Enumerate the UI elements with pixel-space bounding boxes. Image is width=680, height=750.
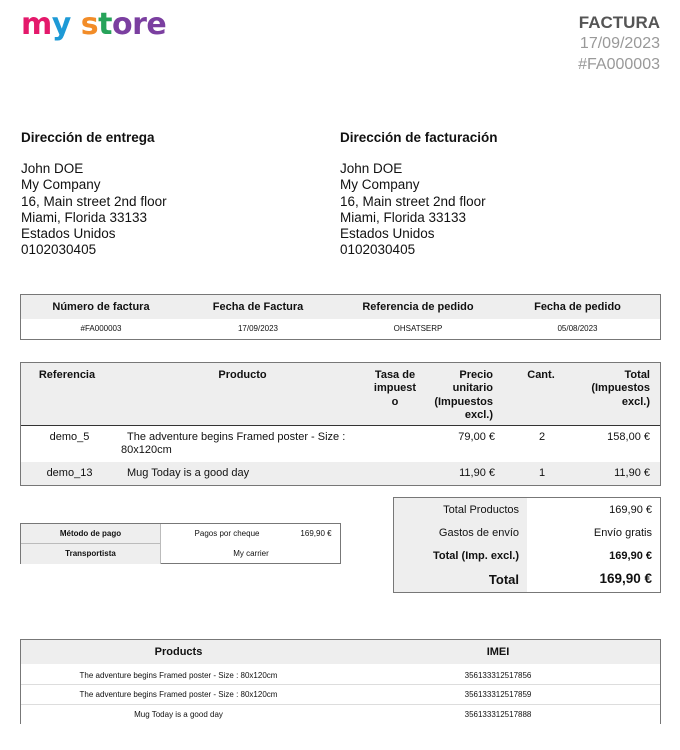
billing-heading: Dirección de facturación [340, 130, 498, 145]
cell-imei: 356133312517859 [464, 690, 532, 699]
delivery-line: My Company [21, 177, 101, 193]
column-header-product: Producto [218, 369, 267, 381]
invoice-summary-table [20, 294, 661, 340]
billing-line: 16, Main street 2nd floor [340, 193, 486, 209]
cell-qty: 1 [538, 467, 546, 479]
column-header: Referencia de pedido [362, 301, 474, 313]
column-header-unit-price: Precio unitario (Impuestos excl.) [434, 369, 493, 422]
grand-total-label: Total [488, 572, 519, 587]
cell-product: Mug Today is a good day [127, 467, 250, 479]
cell-product: The adventure begins Framed poster - Size : 80x120cm [79, 671, 278, 680]
invoice-number: #FA000003 [578, 56, 660, 73]
invoice-header [578, 13, 660, 75]
store-logo: my store [21, 7, 167, 42]
carrier-value: My carrier [233, 549, 269, 558]
column-header: Fecha de pedido [534, 301, 621, 313]
billing-line: Miami, Florida 33133 [340, 209, 467, 225]
cell-reference: demo_13 [46, 467, 93, 479]
column-header: Número de factura [52, 301, 150, 313]
cell-product: The adventure begins Framed poster - Size : [127, 431, 346, 443]
cell-unit-price: 79,00 € [458, 431, 495, 443]
carrier-label: Transportista [21, 544, 161, 564]
totals-table [393, 497, 661, 593]
column-header-qty: Cant. [527, 369, 555, 381]
billing-line: John DOE [340, 161, 403, 176]
imei-table [20, 639, 661, 724]
cell-imei: 356133312517888 [464, 710, 532, 719]
delivery-heading: Dirección de entrega [21, 130, 155, 145]
delivery-address [21, 130, 301, 259]
delivery-line: 16, Main street 2nd floor [21, 193, 167, 209]
billing-address [340, 130, 620, 259]
table-cell: 05/08/2023 [557, 324, 598, 333]
column-header-imei: IMEI [486, 646, 510, 658]
delivery-line: Miami, Florida 33133 [21, 209, 148, 225]
cell-unit-price: 11,90 € [459, 467, 495, 479]
table-cell: OHSATSERP [393, 324, 443, 333]
cell-reference: demo_5 [49, 431, 90, 443]
cell-total: 158,00 € [607, 431, 650, 443]
table-cell: 17/09/2023 [237, 324, 279, 333]
total-excl-value: 169,90 € [609, 550, 652, 562]
invoice-date: 17/09/2023 [579, 35, 660, 52]
products-table [20, 362, 661, 486]
cell-product: The adventure begins Framed poster - Size : 80x120cm [79, 690, 278, 699]
column-header-tax: Tasa de impuest o [373, 369, 417, 408]
column-header: Fecha de Factura [212, 301, 304, 313]
cell-qty: 2 [538, 431, 546, 443]
cell-total: 11,90 € [614, 467, 650, 479]
total-excl-label: Total (Imp. excl.) [433, 550, 519, 562]
delivery-line: Estados Unidos [21, 226, 116, 242]
column-header-products: Products [154, 646, 203, 658]
payment-table [20, 523, 341, 564]
billing-line: My Company [340, 177, 420, 193]
payment-amount: 169,90 € [300, 529, 332, 538]
billing-line: 0102030405 [340, 242, 416, 258]
payment-method-label: Método de pago [21, 524, 161, 544]
total-products-value: 169,90 € [609, 504, 652, 516]
table-cell: #FA000003 [80, 324, 122, 333]
shipping-label: Gastos de envío [438, 527, 519, 539]
column-header-reference: Referencia [38, 369, 96, 381]
billing-line: Estados Unidos [340, 226, 435, 242]
delivery-line: 0102030405 [21, 242, 97, 258]
delivery-line: John DOE [21, 161, 84, 176]
cell-imei: 356133312517856 [464, 671, 532, 680]
shipping-value: Envío gratis [593, 527, 652, 539]
invoice-title: FACTURA [578, 13, 660, 32]
payment-method-value: Pagos por cheque [194, 529, 260, 538]
grand-total-value: 169,90 € [599, 571, 652, 586]
column-header-total: Total (Impuestos excl.) [591, 369, 650, 408]
cell-product: 80x120cm [121, 444, 172, 456]
total-products-label: Total Productos [443, 504, 519, 516]
cell-product: Mug Today is a good day [134, 710, 223, 719]
